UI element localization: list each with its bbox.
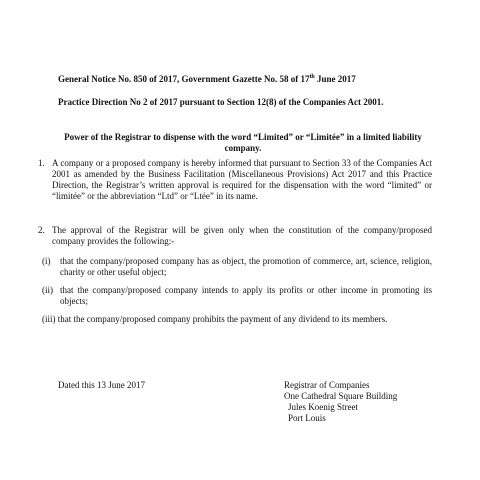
subitem-ii [42,285,432,307]
gazette-notice-prefix: General Notice No. 850 of 2017, Government Gazette No. 58 of 17 [58,74,310,84]
subitem-text: that the company/proposed company intends to apply its profits or other income in promoting its objects; [60,285,432,306]
subitem-iii [38,314,432,325]
signatory-block [284,380,397,424]
paragraph-number: 2. [38,225,45,235]
subitem-number: (ii) [42,285,53,295]
dated-line: Dated this 13 June 2017 [58,380,145,390]
gazette-notice-superscript: th [309,74,315,80]
signatory-building: One Cathedral Square Building [284,391,398,401]
subitem-text: that the company/proposed company has as object, the promotion of commerce, art, science, religion, charity or other useful object; [60,256,432,277]
paragraph-text: A company or a proposed company is hereby informed that pursuant to Section 33 of the Companies Act 2001 as amended by the Business Facilitation (Miscellaneous Provisions) Act 2017 and this Practice Direction, the Registrar’s written approval is required for the dispensation with the word “limited” or “limitée” or the abbreviation “Ltd” or “Ltée” in its name. [52,158,432,201]
paragraph-1 [38,158,432,202]
subitem-i [42,256,432,278]
paragraph-number: 1. [38,158,45,168]
practice-direction-heading: Practice Direction No 2 of 2017 pursuant to Section 12(8) of the Companies Act 2001. [58,97,384,107]
signatory-title: Registrar of Companies [284,380,370,390]
subitem-text: (iii) that the company/proposed company prohibits the payment of any dividend to its members. [42,314,388,324]
signatory-street: Jules Koenig Street [288,402,358,412]
document-title: Power of the Registrar to dispense with the word “Limited” or “Limitée” in a limited liability company. [64,132,422,153]
gazette-notice-suffix: June 2017 [314,74,356,84]
subitem-number: (i) [42,256,51,266]
gazette-notice-heading [58,74,438,85]
paragraph-text: The approval of the Registrar will be given only when the constitution of the company/proposed company provides the following:- [52,225,432,246]
paragraph-2 [38,225,432,247]
signatory-city: Port Louis [288,413,326,423]
